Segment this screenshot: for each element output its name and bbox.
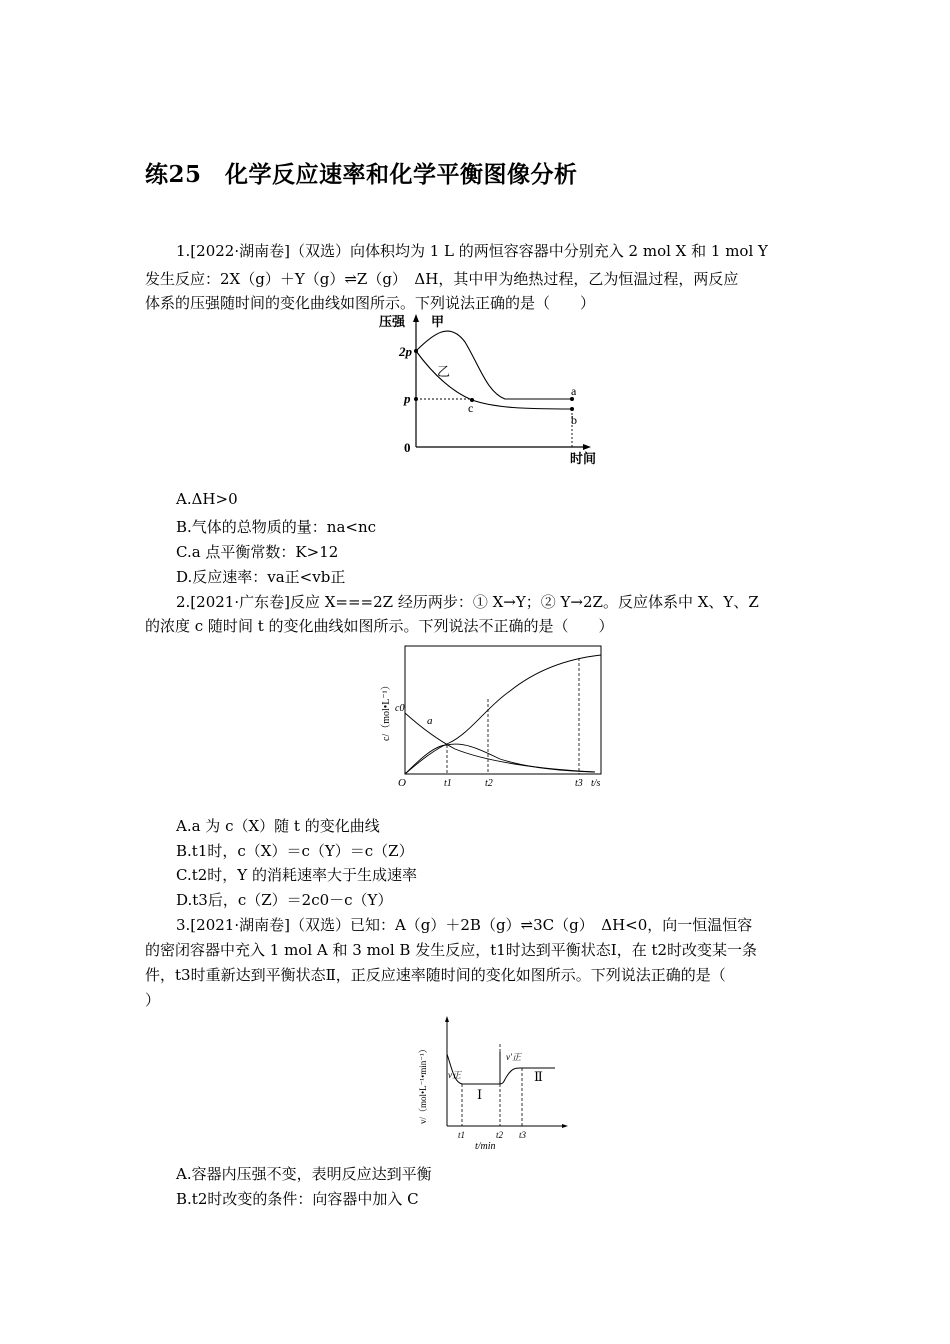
q3-t3-label: t3 (519, 1130, 527, 1140)
q1-pressure-figure (375, 312, 615, 470)
q2-option-a: A.a 为 c（X）随 t 的变化曲线 (176, 817, 380, 835)
q1-option-d: D.反应速率：va正<vb正 (176, 568, 346, 586)
q1-curve-yi (416, 351, 572, 409)
q2-t1-label: t1 (444, 778, 452, 789)
q2-curve-z (405, 655, 601, 774)
q3-rate-figure (412, 1014, 572, 1154)
q2-c0-label: c0 (395, 703, 405, 714)
q3-option-b: B.t2时改变的条件：向容器中加入 C (176, 1190, 419, 1208)
q1-point-2p (414, 349, 418, 353)
q3-state1-label: Ⅰ (477, 1087, 483, 1102)
q1-label-c: c (468, 401, 474, 415)
q2-concentration-figure (375, 641, 610, 791)
q2-origin: O (398, 777, 406, 789)
q3-stem-line2: 的密闭容器中充入 1 mol A 和 3 mol B 发生反应，t1时达到平衡状态Ⅰ，在 t2时改变某一条 (145, 941, 758, 959)
q3-v2-label: v′正 (506, 1052, 521, 1062)
q3-stem-line4: ） (145, 991, 161, 1009)
q1-option-b: B.气体的总物质的量：na<nc (176, 518, 377, 536)
q2-a-label: a (427, 715, 433, 727)
q3-v1-label: v正 (448, 1070, 461, 1080)
q1-tick-p: p (404, 391, 411, 406)
q2-stem-line1: 2.[2021·广东卷]反应 X===2Z 经历两步：① X→Y；② Y→2Z。反应体系中 X、Y、Z (176, 593, 759, 611)
page-title: 练25 化学反应速率和化学平衡图像分析 (145, 161, 578, 188)
q3-t1-label: t1 (458, 1130, 466, 1140)
q3-state2-label: Ⅱ (534, 1069, 543, 1084)
q1-point-b (570, 407, 574, 411)
q3-stem-line1: 3.[2021·湖南卷]（双选）已知：A（g）＋2B（g）⇌3C（g） ΔH<0，向一恒温恒容 (176, 916, 753, 934)
q2-plot-frame (405, 646, 601, 774)
q1-point-p (414, 397, 418, 401)
q2-stem-line2: 的浓度 c 随时间 t 的变化曲线如图所示。下列说法不正确的是（ ） (145, 617, 614, 635)
q2-curve-y (405, 744, 595, 774)
q3-y-label: v/（mol•L⁻¹•min⁻¹） (418, 1044, 428, 1124)
q3-tunit-label: t/min (475, 1141, 496, 1152)
q1-y-label: 压强 (379, 314, 406, 329)
q2-option-c: C.t2时，Y 的消耗速率大于生成速率 (176, 866, 417, 884)
q3-option-a: A.容器内压强不变，表明反应达到平衡 (176, 1165, 432, 1183)
q1-tick-2p: 2p (399, 344, 412, 359)
q1-stem-line1: 1.[2022·湖南卷]（双选）向体积均为 1 L 的两恒容容器中分别充入 2 mol X 和 1 mol Y (176, 242, 768, 260)
q1-origin: 0 (404, 440, 411, 455)
q1-x-arrow (583, 444, 591, 450)
q1-curve-yi-label: 乙 (437, 364, 451, 379)
q1-label-a: a (571, 384, 577, 398)
q3-y-arrow (445, 1016, 449, 1022)
q2-t2-label: t2 (485, 778, 493, 789)
q2-option-d: D.t3后，c（Z）＝2c0－c（Y） (176, 891, 393, 909)
q1-option-c: C.a 点平衡常数：K>12 (176, 543, 339, 561)
q1-y-arrow (413, 314, 419, 322)
q1-stem-line2: 发生反应：2X（g）＋Y（g）⇌Z（g） ΔH，其中甲为绝热过程，乙为恒温过程，两反应 (145, 270, 739, 288)
q2-y-label: c/（mol•L⁻¹） (381, 680, 392, 741)
q1-stem-line3: 体系的压强随时间的变化曲线如图所示。下列说法正确的是（ ） (145, 294, 596, 312)
q3-stem-line3: 件，t3时重新达到平衡状态Ⅱ，正反应速率随时间的变化如图所示。下列说法正确的是（ (145, 966, 726, 984)
q2-tunit-label: t/s (591, 778, 601, 789)
q1-option-a: A.ΔH>0 (176, 490, 238, 508)
q1-curve-jia-label: 甲 (431, 314, 445, 329)
q3-t2-label: t2 (496, 1130, 504, 1140)
q2-t3-label: t3 (575, 778, 583, 789)
q1-label-b: b (571, 413, 577, 427)
q2-option-b: B.t1时，c（X）＝c（Y）＝c（Z） (176, 842, 414, 860)
q3-x-arrow (562, 1124, 568, 1128)
q2-curve-x (405, 713, 595, 772)
q1-x-label: 时间 (570, 451, 597, 466)
